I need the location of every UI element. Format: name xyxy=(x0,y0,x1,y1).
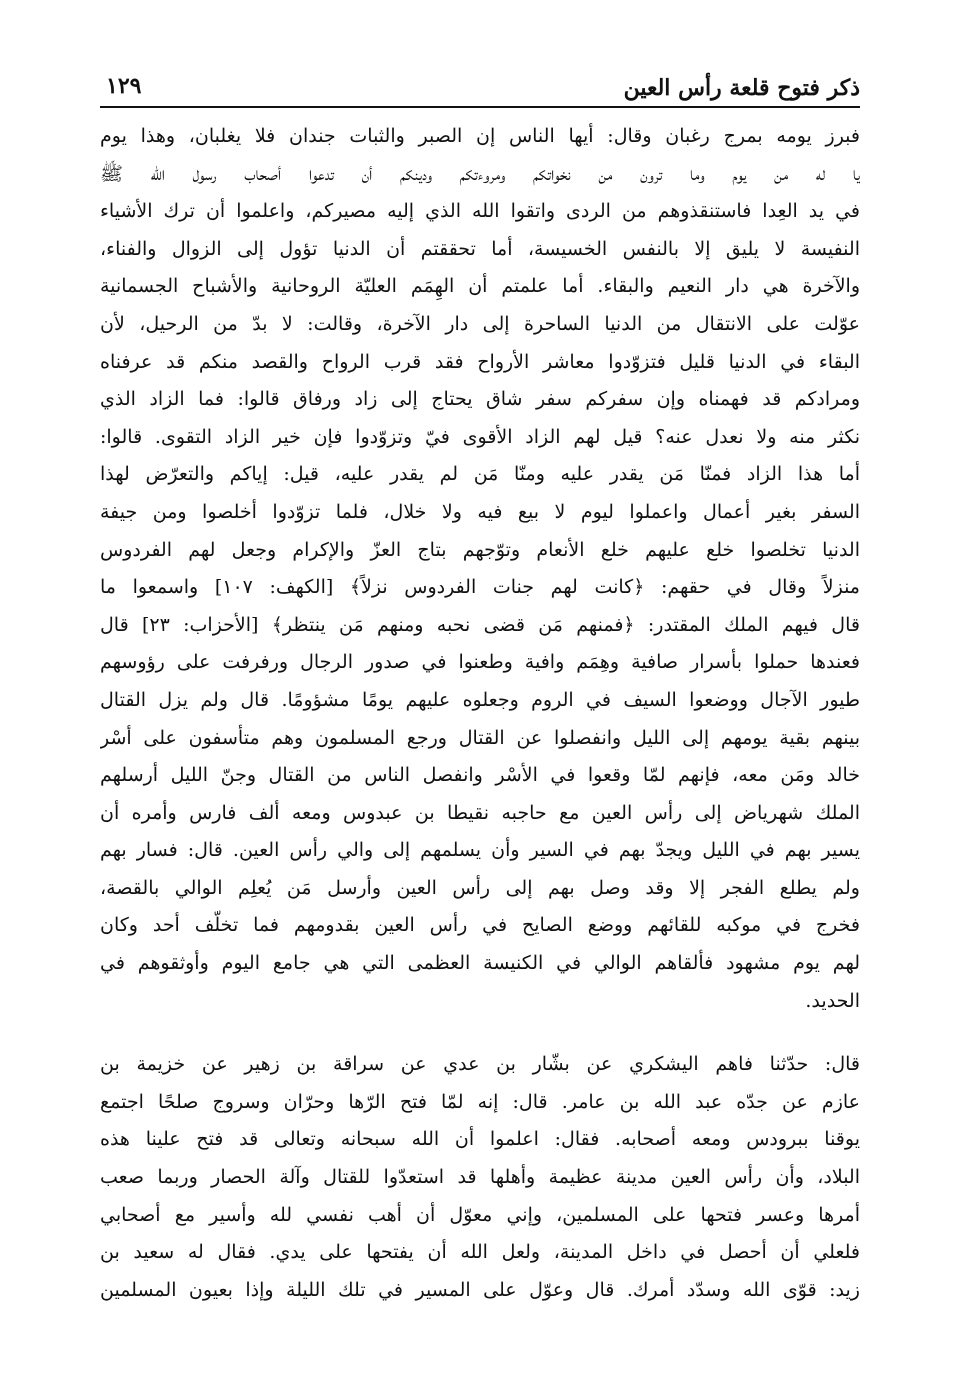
text-line: النفيسة لا يليق إلا بالنفس الخسيسة، أما تحققتم أن الدنيا تؤول إلى الزوال والفناء، xyxy=(100,237,860,260)
text-line: الدنيا تخلصوا خلع عليهم خلع الأنعام وتوّجهم بتاج العزّ والإكرام وجعل لهم الفردوس xyxy=(100,538,860,561)
text-line: أما هذا الزاد فمنّا مَن يقدر عليه ومنّا مَن لم يقدر عليه، قيل: إياكم والتعرّض لهذا xyxy=(100,463,860,486)
paragraph-1 xyxy=(100,118,860,1020)
text-line: لهم يوم مشهود فألقاهم الوالي في الكنيسة العظمى التي هي جامع اليوم وأوثقوهم في xyxy=(100,952,860,975)
text-line: أمرها وعسر فتحها على المسلمين، وإني معوّل أن أهب نفسي لله وأسير مع أصحابي xyxy=(100,1203,860,1226)
text-line: والآخرة هي دار النعيم والبقاء. أما علمتم أن الهِمَم العليّة الروحانية والأشباح الجسمانية xyxy=(100,275,860,298)
paragraph-gap xyxy=(100,1020,860,1046)
text-line: زيد: قوّى الله وسدّد أمرك. قال وعوّل على المسير في تلك الليلة وإذا بعيون المسلمين xyxy=(100,1278,860,1301)
text-line: السفر بغير أعمال واعملوا ليوم لا بيع فيه ولا خلال، فلما تزوّدوا أخلصوا ومن جيفة xyxy=(100,500,860,523)
text-line: منزلاً وقال في حقهم: ﴿كانت لهم جنات الفردوس نزلاً﴾ [الكهف: ١٠٧] واسمعوا ما xyxy=(100,576,860,599)
text-line: ولم يطلع الفجر إلا وقد وصل بهم إلى رأس العين وأرسل مَن يُعلِم الوالي بالقصة، xyxy=(100,876,860,899)
text-line: الحديد. xyxy=(805,989,860,1012)
text-line: البقاء في الدنيا قليل فتزوّدوا معاشر الأرواح فقد قرب الرواح والقصد منكم قد عرفناه xyxy=(100,350,860,373)
text-line: ومرادكم قد فهمناه وإن سفركم سفر شاق يحتاج إلى زاد ورفاق قالوا: فما الزاد الذي xyxy=(100,388,860,411)
text-line: يسير بهم في الليل ويجدّ بهم في السير وأن يسلمهم إلى والي رأس العين. قال: فسار بهم xyxy=(100,839,860,862)
text-line: البلاد، وأن رأس العين مدينة عظيمة وأهلها قد استعدّوا للقتال وآلة الحصار وربما صعب xyxy=(100,1166,860,1189)
page-header xyxy=(100,62,860,106)
text-line: عوّلت على الانتقال من الدنيا الساحرة إلى دار الآخرة، وقالت: لا بدّ من الرحيل، لأن xyxy=(100,312,860,335)
text-line: فبرز يومه بمرج رغبان وقال: أيها الناس إن الصبر والثبات جندان فلا يغلبان، وهذا يوم xyxy=(100,125,860,147)
text-line: طيور الآجال ووضعوا السيف في الروم وجعلوه عليهم يومًا مشؤومًا. قال ولم يزل القتال xyxy=(100,688,860,711)
text-line: يا له من يوم وما ترون من نخواتكم ومروءتكم ودينكم أن تدعوا أصحاب رسول الله ﷺ xyxy=(100,162,860,185)
text-line: يوقنا ببرودس ومعه أصحابه. فقال: اعلموا أن الله سبحانه وتعالى قد فتح علينا هذه xyxy=(100,1128,860,1151)
paragraph-2 xyxy=(100,1046,860,1309)
text-line: في يد العِدا فاستنقذوهم من الردى واتقوا الله الذي إليه مصيركم، واعلموا أن ترك الأشياء xyxy=(100,200,860,223)
text-line: قال فيهم الملك المقتدر: ﴿فمنهم مَن قضى نحبه ومنهم مَن ينتظر﴾ [الأحزاب: ٢٣] قال xyxy=(100,613,860,636)
text-line: عازم عن جدّه عبد الله بن عامر. قال: إنه لمّا فتح الرّها وحرّان وسروج صلحًا اجتمع xyxy=(100,1090,860,1113)
text-line: بينهم بقية يومهم إلى الليل وانفصلوا عن القتال ورجع المسلمون وهم متأسفون على أسْر xyxy=(100,726,860,749)
text-line: قال: حدّثنا فاهم اليشكري عن بشّار بن عدي عن سراقة بن زهير عن خزيمة بن xyxy=(100,1053,860,1076)
text-line: فلعلي أن أحصل في داخل المدينة، ولعل الله أن يفتحها على يدي. فقال له سعيد بن xyxy=(100,1241,860,1264)
text-line: خالد ومَن معه، فإنهم لمّا وقعوا في الأسْر وانفصل الناس من القتال وجنّ الليل أرسلهم xyxy=(100,764,860,787)
body-text xyxy=(100,118,860,1309)
header-rule xyxy=(100,106,860,108)
text-line: فخرج في موكبه للقائهم ووضع الصايح في رأس العين بقدومهم فما تخلّف أحد وكان xyxy=(100,914,860,937)
text-line: نكثر منه ولا نعدل عنه؟ قيل لهم الزاد الأقوى فيّ وتزوّدوا فإن خير الزاد التقوى. قالوا: xyxy=(100,425,860,448)
text-line: فعندها حملوا بأسرار صافية وهِمَم وافية وطعنوا في صدور الرجال ورفرفت على رؤوسهم xyxy=(100,651,860,674)
text-line: الملك شهرياض إلى رأس العين مع حاجبه نقيطا بن عبدوس ومعه ألف فارس وأمره أن xyxy=(100,801,860,824)
running-title: ذكر فتوح قلعة رأس العين xyxy=(623,75,860,101)
page-number: ١٢٩ xyxy=(106,73,142,99)
